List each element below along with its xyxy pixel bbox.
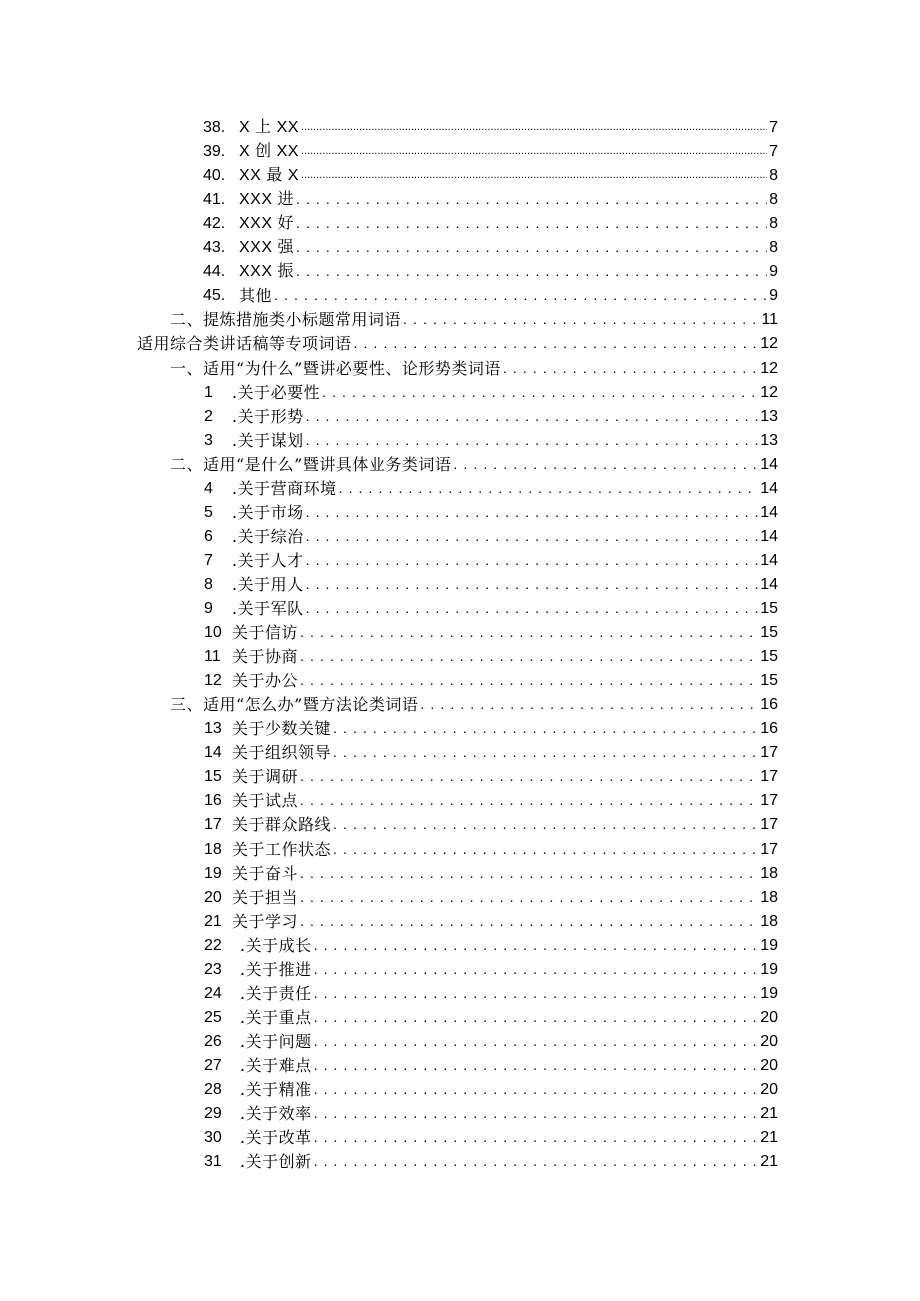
toc-entry-title: X 创 XX: [239, 143, 299, 161]
toc-entry[interactable]: [0, 379, 778, 403]
toc-entry-number: 16: [204, 792, 222, 810]
toc-leader-dots: [420, 695, 758, 715]
toc-leader-dots: [322, 383, 758, 403]
toc-entry-title: 关于办公: [232, 671, 299, 691]
toc-entry-page-number: 15: [760, 648, 778, 666]
toc-entry[interactable]: [0, 258, 778, 282]
toc-leader-dots: [300, 767, 758, 787]
toc-entry[interactable]: [0, 763, 778, 787]
toc-entry-title: 二、适用“是什么”暨讲具体业务类词语: [170, 454, 452, 474]
toc-entry[interactable]: [0, 884, 778, 908]
toc-entry-title: 关于协商: [232, 647, 299, 667]
toc-entry-number: 23: [204, 960, 222, 978]
toc-entry-number: 8: [204, 575, 213, 593]
toc-entry[interactable]: [0, 547, 778, 571]
toc-entry-title: .关于必要性: [232, 382, 321, 402]
toc-entry[interactable]: [0, 619, 778, 643]
toc-entry-number: 43.: [203, 239, 226, 257]
toc-entry[interactable]: [0, 643, 778, 667]
toc-entry-title: .关于责任: [240, 983, 312, 1003]
toc-entry-number: 17: [204, 816, 222, 834]
toc-entry-number: 45.: [203, 287, 226, 305]
toc-entry-number: 42.: [203, 215, 226, 233]
toc-entry-page-number: 20: [760, 1056, 778, 1074]
toc-entry[interactable]: [0, 739, 778, 763]
toc-entry-number: 3: [204, 431, 213, 449]
toc-entry-number: 4: [204, 479, 213, 497]
toc-entry-number: 12: [204, 672, 222, 690]
toc-entry-title: .关于推进: [240, 959, 312, 979]
toc-entry-page-number: 7: [769, 143, 778, 161]
toc-leader-dots: [333, 719, 758, 739]
toc-leader-dots: [306, 503, 759, 523]
toc-leader-dots: [300, 623, 758, 643]
toc-leader-dots: [314, 1080, 759, 1100]
toc-entry-number: 5: [204, 503, 213, 521]
toc-entry-title: .关于人才: [232, 550, 304, 570]
toc-entry[interactable]: [0, 403, 778, 427]
toc-leader-dots: [314, 1104, 759, 1124]
toc-leader-dots: [300, 671, 758, 691]
toc-entry[interactable]: [0, 1148, 778, 1172]
toc-leader-dots: [296, 238, 767, 258]
toc-entry-page-number: 8: [769, 215, 778, 233]
toc-entry-number: 26: [204, 1032, 222, 1050]
toc-entry-title: 关于工作状态: [232, 839, 332, 859]
toc-entry-title: 关于试点: [232, 791, 299, 811]
toc-leader-dots: [314, 960, 759, 980]
toc-entry-title: .关于创新: [240, 1152, 312, 1172]
toc-entry-title: 二、提炼措施类小标题常用词语: [170, 310, 402, 330]
toc-entry-title: 关于组织领导: [232, 743, 332, 763]
toc-leader-dots: [300, 912, 758, 932]
toc-entry-number: 21: [204, 912, 222, 930]
toc-entry-page-number: 13: [760, 407, 778, 425]
toc-entry-title: X 上 XX: [239, 119, 299, 136]
toc-entry[interactable]: [0, 667, 778, 691]
toc-leader-dots: [333, 815, 758, 835]
toc-entry-title: 适用综合类讲话稿等专项词语: [137, 334, 352, 354]
toc-entry[interactable]: [0, 355, 778, 379]
toc-leader-dots: [301, 118, 767, 138]
toc-entry-page-number: 17: [760, 744, 778, 762]
toc-entry-title: 其他: [239, 286, 273, 306]
toc-entry-number: 44.: [203, 263, 226, 281]
toc-entry-page-number: 14: [760, 455, 778, 473]
toc-entry-title: .关于成长: [240, 935, 312, 955]
toc-leader-dots: [300, 864, 758, 884]
toc-entry[interactable]: [0, 523, 778, 547]
toc-entry[interactable]: [0, 210, 778, 234]
toc-entry-page-number: 8: [769, 239, 778, 257]
toc-leader-dots: [403, 310, 759, 330]
toc-entry-title: 关于群众路线: [232, 815, 332, 835]
toc-entry-number: 7: [204, 551, 213, 569]
toc-entry[interactable]: [0, 1052, 778, 1076]
toc-entry-number: 38.: [203, 119, 226, 136]
toc-entry-page-number: 15: [760, 672, 778, 690]
toc-entry-title: XX 最 X: [239, 167, 299, 185]
toc-entry-title: .关于问题: [240, 1031, 312, 1051]
toc-leader-dots: [314, 1152, 759, 1172]
toc-leader-dots: [306, 599, 759, 619]
toc-entry-page-number: 14: [760, 479, 778, 497]
toc-entry-title: .关于精准: [240, 1080, 312, 1099]
toc-entry-page-number: 20: [760, 1008, 778, 1026]
toc-entry[interactable]: [0, 1124, 778, 1148]
toc-leader-dots: [300, 791, 758, 811]
toc-entry-page-number: 20: [760, 1032, 778, 1050]
toc-entry[interactable]: [0, 860, 778, 884]
toc-leader-dots: [301, 166, 767, 186]
toc-entry[interactable]: [0, 836, 778, 860]
toc-entry-page-number: 12: [760, 335, 778, 353]
toc-leader-dots: [333, 743, 758, 763]
toc-entry-page-number: 17: [760, 768, 778, 786]
toc-entry-page-number: 13: [760, 431, 778, 449]
toc-entry-title: .关于军队: [232, 599, 304, 618]
toc-entry-title: XXX 好: [239, 215, 294, 233]
toc-entry-number: 30: [204, 1129, 222, 1147]
toc-entry[interactable]: [0, 1028, 778, 1052]
toc-entry-title: 关于调研: [232, 767, 299, 787]
toc-entry-number: 25: [204, 1008, 222, 1026]
toc-entry[interactable]: [0, 114, 778, 138]
toc-entry-title: 关于学习: [232, 911, 299, 931]
toc-leader-dots: [314, 1008, 759, 1028]
toc-entry[interactable]: [0, 956, 778, 980]
toc-entry[interactable]: [0, 282, 778, 306]
toc-leader-dots: [296, 262, 767, 282]
toc-entry-title: .关于市场: [232, 502, 304, 522]
toc-entry[interactable]: [0, 451, 778, 475]
toc-entry[interactable]: [0, 787, 778, 811]
toc-entry-page-number: 14: [760, 575, 778, 593]
toc-leader-dots: [333, 840, 758, 860]
toc-leader-dots: [503, 359, 758, 379]
toc-entry-number: 9: [204, 600, 213, 617]
toc-entry[interactable]: [0, 475, 778, 499]
toc-entry-number: 29: [204, 1105, 222, 1123]
toc-entry-number: 27: [204, 1056, 222, 1074]
toc-entry-title: XXX 振: [239, 263, 294, 281]
toc-entry-number: 2: [204, 407, 213, 425]
toc-entry[interactable]: [0, 908, 778, 932]
toc-entry-number: 19: [204, 864, 222, 882]
toc-leader-dots: [314, 1128, 759, 1148]
toc-entry-title: .关于营商环境: [232, 478, 337, 498]
toc-leader-dots: [306, 527, 759, 547]
toc-leader-dots: [274, 286, 767, 306]
toc-entry-page-number: 17: [760, 792, 778, 810]
toc-entry[interactable]: [0, 980, 778, 1004]
toc-entry-page-number: 12: [760, 359, 778, 377]
toc-entry-number: 28: [204, 1081, 222, 1098]
toc-entry-title: 关于信访: [232, 623, 299, 643]
toc-entry-page-number: 15: [760, 624, 778, 642]
toc-entry[interactable]: [0, 1100, 778, 1124]
toc-entry-title: XXX 强: [239, 239, 294, 257]
toc-entry[interactable]: [0, 811, 778, 835]
toc-entry-title: .关于谋划: [232, 430, 304, 450]
toc-entry-number: 39.: [203, 143, 226, 161]
toc-entry-page-number: 14: [760, 527, 778, 545]
toc-leader-dots: [314, 984, 759, 1004]
toc-entry[interactable]: [0, 499, 778, 523]
toc-entry-page-number: 21: [760, 1129, 778, 1147]
toc-entry-number: 1: [204, 383, 213, 401]
toc-entry-page-number: 17: [760, 840, 778, 858]
toc-entry-number: 22: [204, 936, 222, 954]
toc-entry-title: 关于奋斗: [232, 863, 299, 883]
toc-entry-number: 40.: [203, 167, 226, 185]
toc-entry-page-number: 12: [760, 383, 778, 401]
toc-entry-number: 15: [204, 768, 222, 786]
toc-entry-page-number: 17: [760, 816, 778, 834]
toc-entry-page-number: 7: [769, 119, 778, 136]
toc-entry-page-number: 14: [760, 503, 778, 521]
toc-entry-title: .关于重点: [240, 1007, 312, 1027]
toc-entry-page-number: 19: [760, 960, 778, 978]
toc-entry-title: .关于用人: [232, 574, 304, 594]
toc-entry-number: 41.: [203, 191, 226, 209]
toc-entry-page-number: 9: [769, 263, 778, 281]
toc-entry[interactable]: [0, 162, 778, 186]
toc-entry-page-number: 18: [760, 864, 778, 882]
toc-leader-dots: [306, 407, 759, 427]
toc-entry[interactable]: [0, 234, 778, 258]
toc-entry-page-number: 21: [760, 1105, 778, 1123]
toc-leader-dots: [306, 575, 759, 595]
toc-leader-dots: [314, 1056, 759, 1076]
toc-entry[interactable]: [0, 932, 778, 956]
toc-entry-title: 关于少数关键: [232, 719, 332, 739]
toc-entry-page-number: 8: [769, 167, 778, 185]
toc-entry-number: 10: [204, 624, 222, 642]
toc-entry[interactable]: [0, 138, 778, 162]
toc-leader-dots: [300, 647, 758, 667]
toc-leader-dots: [453, 455, 758, 475]
toc-entry-number: 31: [204, 1153, 222, 1171]
toc-entry[interactable]: [0, 1076, 778, 1100]
toc-leader-dots: [306, 431, 759, 451]
toc-entry-page-number: 8: [769, 191, 778, 209]
toc-entry-title: 一、适用“为什么”暨讲必要性、论形势类词语: [170, 358, 501, 378]
toc-entry-page-number: 11: [761, 311, 778, 329]
toc-leader-dots: [339, 479, 759, 499]
toc-leader-dots: [296, 190, 767, 210]
toc-leader-dots: [306, 551, 759, 571]
toc-entry-title: 三、适用“怎么办”暨方法论类词语: [170, 695, 419, 715]
toc-entry-number: 14: [204, 744, 222, 762]
toc-entry-page-number: 20: [760, 1081, 778, 1098]
toc-entry-page-number: 18: [760, 888, 778, 906]
toc-entry[interactable]: [0, 595, 778, 619]
toc-leader-dots: [300, 888, 758, 908]
toc-leader-dots: [301, 142, 767, 162]
toc-entry-title: .关于效率: [240, 1104, 312, 1124]
toc-entry-page-number: 15: [760, 600, 778, 617]
toc-entry-page-number: 19: [760, 984, 778, 1002]
toc-entry[interactable]: [0, 330, 778, 354]
toc-entry-page-number: 21: [760, 1153, 778, 1171]
toc-entry[interactable]: [0, 691, 778, 715]
toc-entry-page-number: 16: [760, 720, 778, 738]
toc-entry-title: .关于形势: [232, 406, 304, 426]
toc-entry[interactable]: [0, 715, 778, 739]
toc-entry-page-number: 19: [760, 936, 778, 954]
toc-entry-number: 18: [204, 840, 222, 858]
toc-entry-title: XXX 进: [239, 191, 294, 209]
toc-entry[interactable]: [0, 1004, 778, 1028]
toc-entry[interactable]: [0, 306, 778, 330]
toc-entry-title: .关于综治: [232, 526, 304, 546]
toc-leader-dots: [296, 214, 767, 234]
toc-leader-dots: [354, 334, 759, 354]
toc-entry[interactable]: [0, 571, 778, 595]
toc-leader-dots: [314, 1032, 759, 1052]
toc-entry-page-number: 9: [769, 287, 778, 305]
toc-entry-title: .关于难点: [240, 1055, 312, 1075]
toc-entry-page-number: 16: [760, 696, 778, 714]
toc-entry-page-number: 18: [760, 912, 778, 930]
toc-entry-number: 11: [204, 648, 221, 666]
toc-entry-title: 关于担当: [232, 887, 299, 907]
toc-entry[interactable]: [0, 186, 778, 210]
toc-entry-number: 13: [204, 720, 222, 738]
toc-entry-number: 20: [204, 888, 222, 906]
toc-entry-title: .关于改革: [240, 1128, 312, 1148]
toc-entry-number: 24: [204, 984, 222, 1002]
toc-entry-page-number: 14: [760, 551, 778, 569]
toc-entry-number: 6: [204, 527, 213, 545]
toc-leader-dots: [314, 936, 759, 956]
toc-entry[interactable]: [0, 427, 778, 451]
